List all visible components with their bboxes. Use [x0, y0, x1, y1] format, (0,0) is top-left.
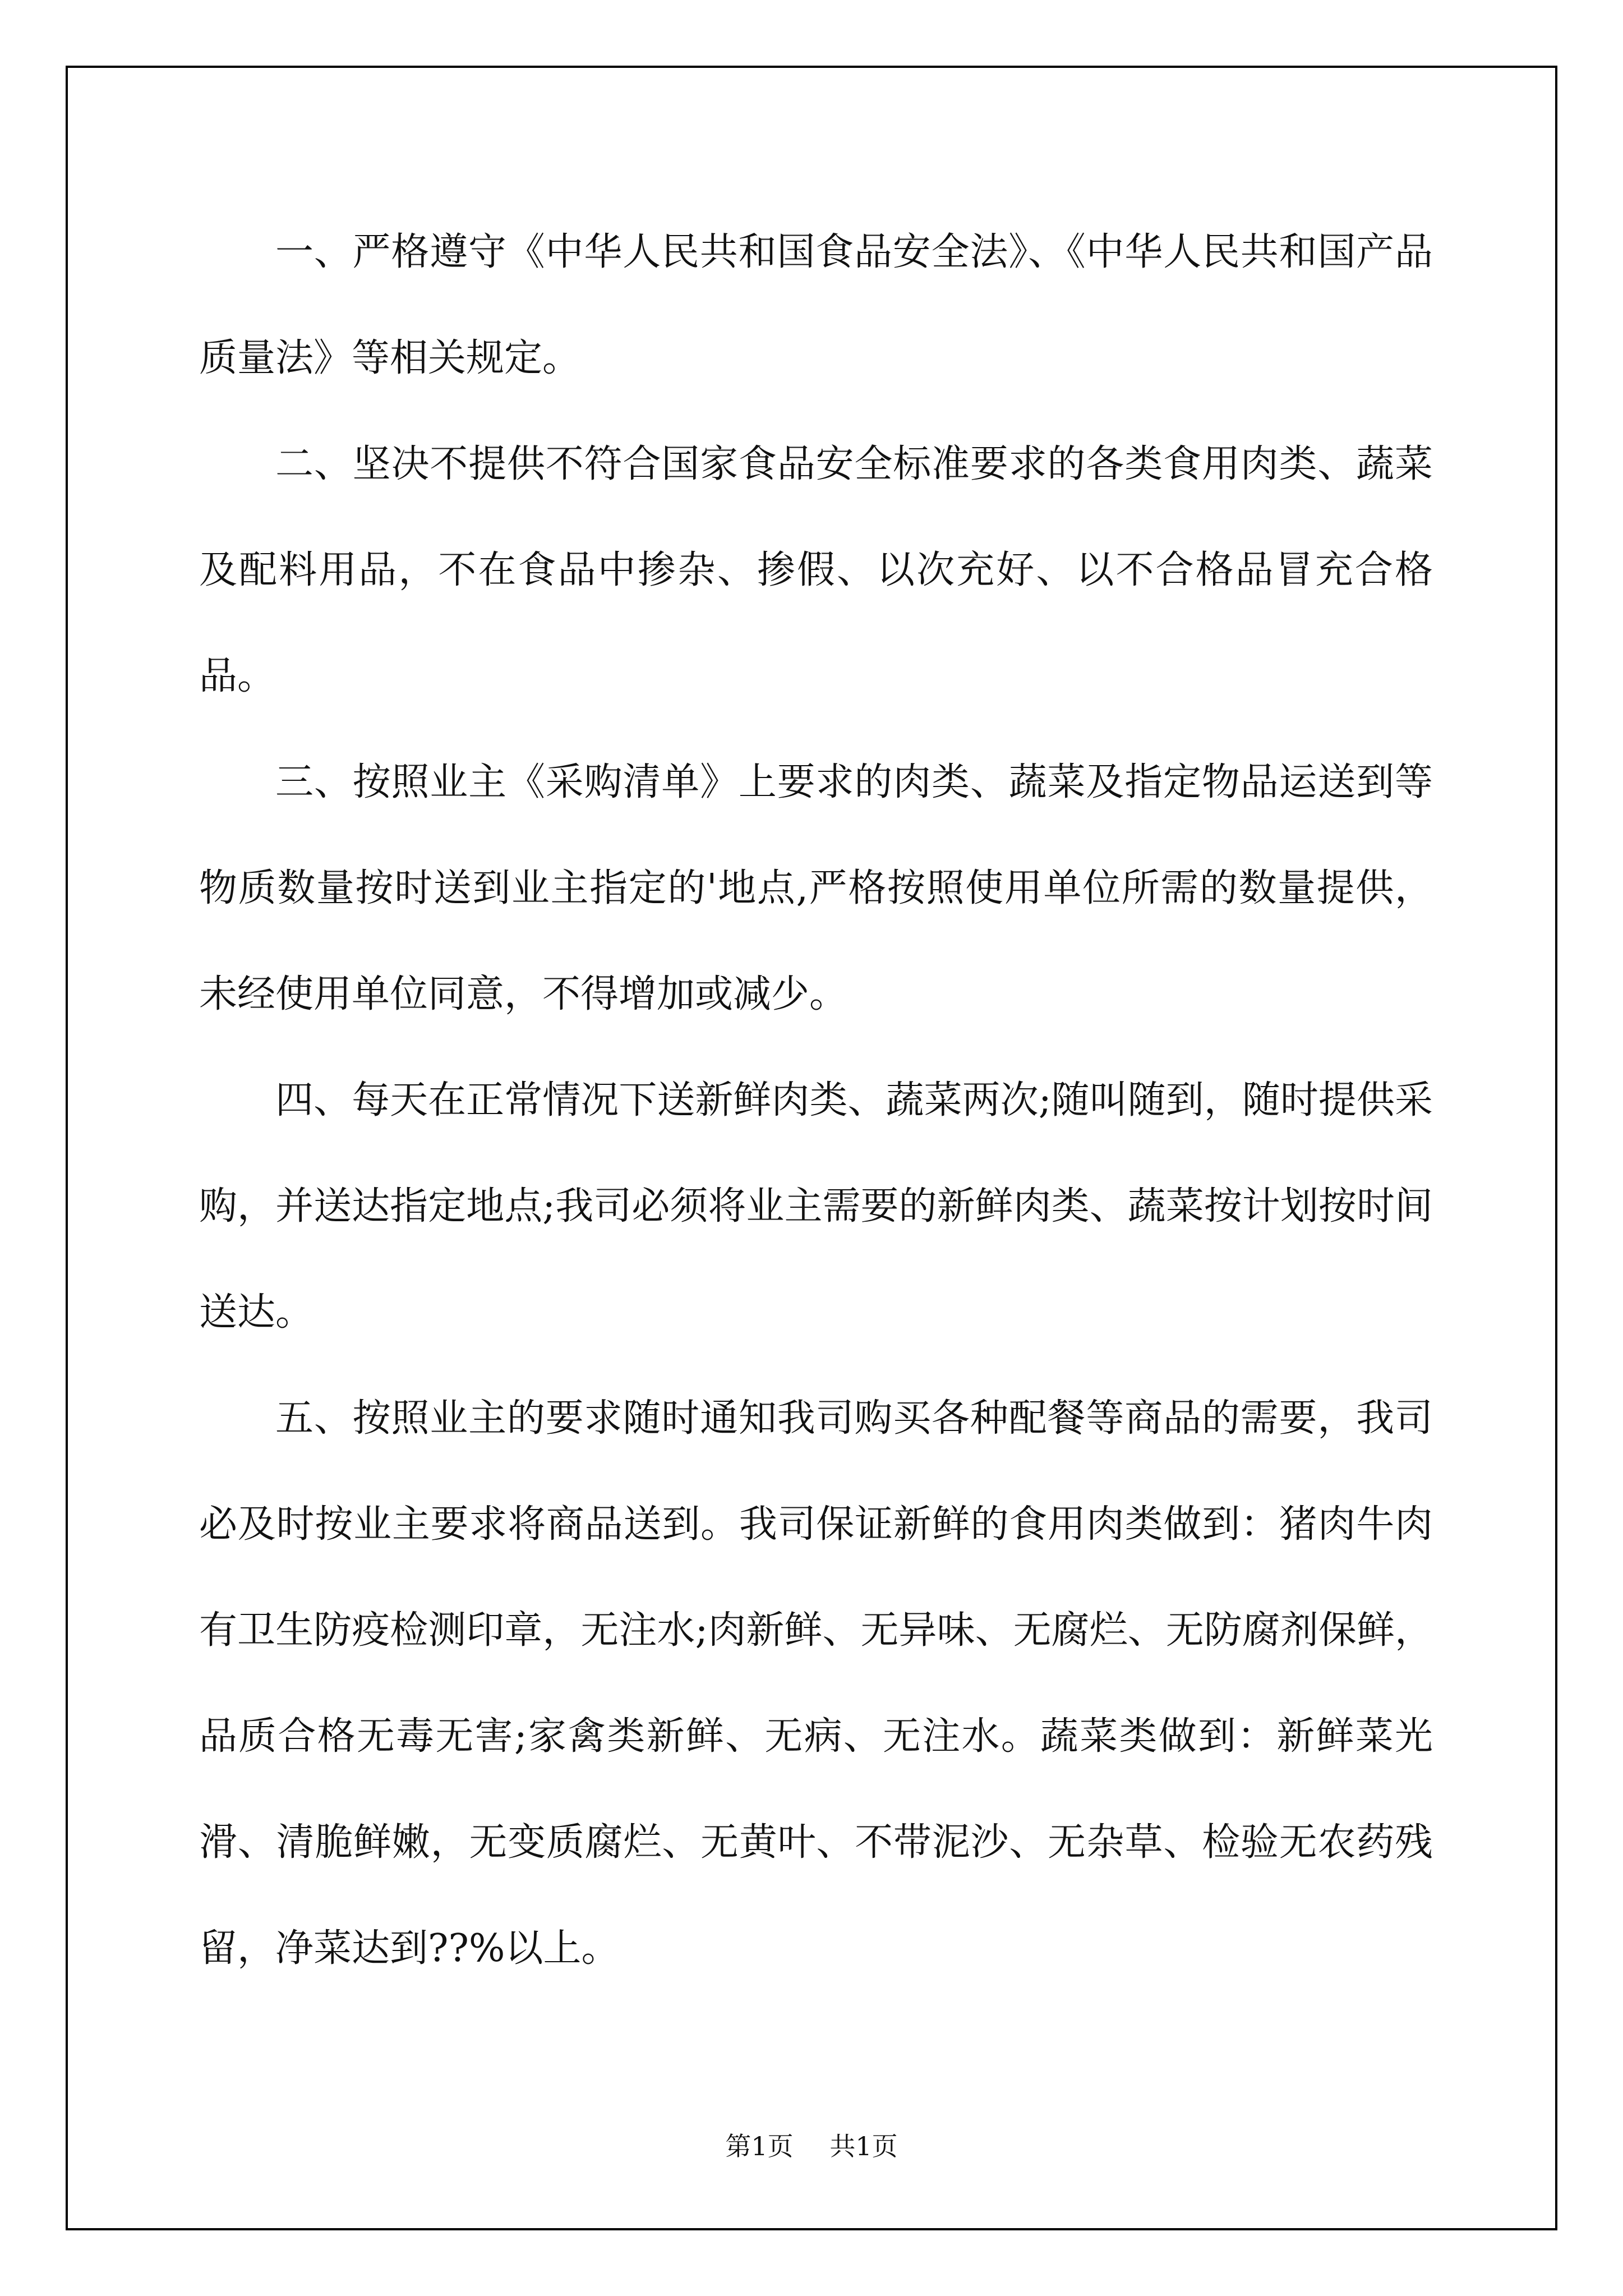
- document-body: [199, 199, 1433, 2001]
- page-footer: [0, 2126, 1623, 2163]
- paragraph-2: 二、坚决不提供不符合国家食品安全标准要求的各类食用肉类、蔬菜及配料用品，不在食品中掺杂、掺假、以次充好、以不合格品冒充合格品。: [199, 442, 1433, 698]
- paragraph-5: 五、按照业主的要求随时通知我司购买各种配餐等商品的需要，我司必及时按业主要求将商品送到。我司保证新鲜的食用肉类做到：猪肉牛肉有卫生防疫检测印章，无注水;肉新鲜、无异味、无腐烂、无防腐剂保鲜，品质合格无毒无害;家禽类新鲜、无病、无注水。蔬菜类做到：新鲜菜光滑、清脆鲜嫩，无变质腐烂、无黄叶、不带泥沙、无杂草、检验无农药残留，净菜达到??%以上。: [199, 1396, 1433, 1971]
- page-total: 共1页: [829, 2131, 898, 2161]
- paragraph-1: 一、严格遵守《中华人民共和国食品安全法》、《中华人民共和国产品质量法》等相关规定。: [199, 230, 1433, 380]
- paragraph-3: 三、按照业主《采购清单》上要求的肉类、蔬菜及指定物品运送到等物质数量按时送到业主指定的'地点,严格按照使用单位所需的数量提供，未经使用单位同意，不得增加或减少。: [199, 760, 1433, 1016]
- page-number: 第1页: [725, 2131, 794, 2161]
- paragraph-4: 四、每天在正常情况下送新鲜肉类、蔬菜两次;随叫随到，随时提供采购，并送达指定地点;我司必须将业主需要的新鲜肉类、蔬菜按计划按时间送达。: [199, 1078, 1433, 1335]
